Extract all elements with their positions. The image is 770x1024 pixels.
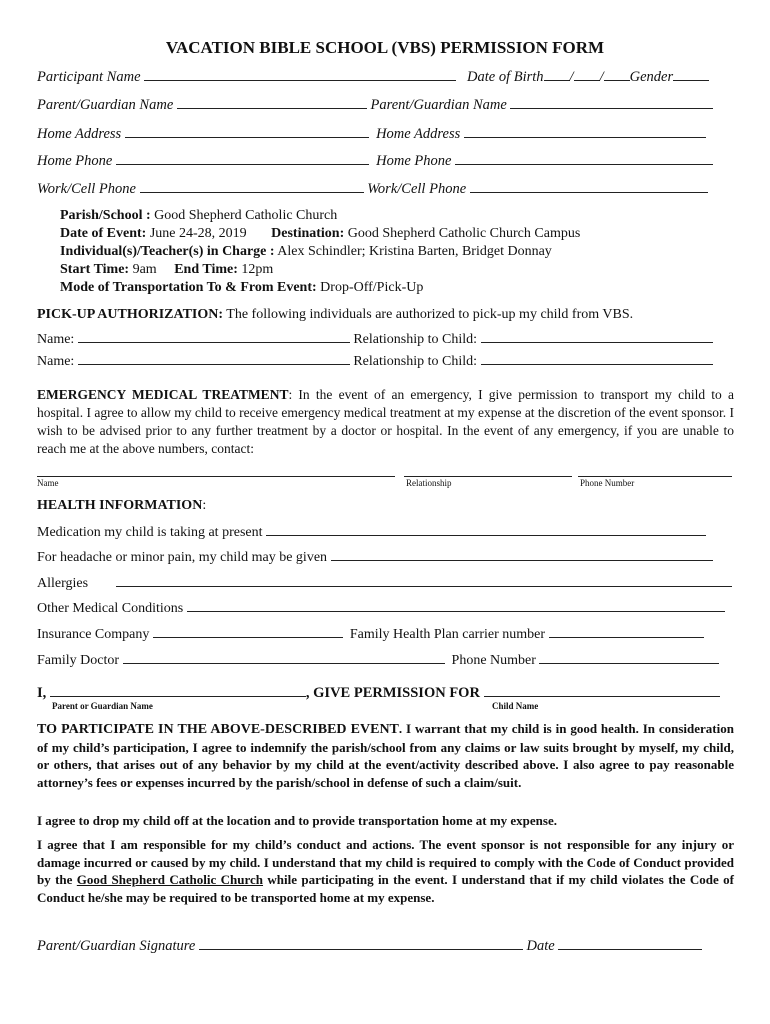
work-phone-row	[37, 180, 708, 198]
home-address-label: Home Address	[376, 126, 461, 142]
insurance-label: Insurance Company	[37, 627, 150, 642]
church-name: Good Shepherd Catholic Church	[76, 872, 264, 887]
home-address-label: Home Address	[37, 126, 122, 142]
emergency-phone-caption: Phone Number	[580, 478, 635, 488]
destination-value: Good Shepherd Catholic Church Campus	[344, 226, 581, 241]
transport-line	[60, 280, 423, 296]
doctor-phone-label: Phone Number	[451, 653, 536, 668]
start-time-value: 9am	[129, 262, 157, 277]
pickup-name-field-1[interactable]	[78, 330, 350, 343]
emergency-name-caption: Name	[37, 478, 59, 488]
emergency-name-field[interactable]	[37, 476, 395, 477]
in-charge-value: Alex Schindler; Kristina Barten, Bridget Donnay	[274, 244, 552, 259]
conduct-paragraph	[37, 836, 734, 906]
indemnity-lead: TO PARTICIPATE IN THE ABOVE-DESCRIBED EVENT	[37, 722, 399, 737]
transport-value: Drop-Off/Pick-Up	[316, 280, 424, 295]
pickup-relationship-field-2[interactable]	[481, 352, 713, 365]
signature-date-field[interactable]	[558, 937, 702, 950]
work-phone-field-2[interactable]	[470, 180, 708, 193]
dob-day-field[interactable]	[574, 68, 600, 81]
emergency-relationship-field[interactable]	[404, 476, 572, 477]
home-phone-label: Home Phone	[37, 153, 113, 169]
headache-row	[37, 548, 713, 566]
signature-row	[37, 937, 702, 955]
parish-value: Good Shepherd Catholic Church	[150, 208, 338, 223]
pickup-heading-line	[37, 307, 633, 323]
event-date-value: June 24-28, 2019	[146, 226, 247, 241]
home-address-field-2[interactable]	[464, 125, 706, 138]
form-title: VACATION BIBLE SCHOOL (VBS) PERMISSION FORM	[165, 38, 605, 57]
doctor-label: Family Doctor	[37, 653, 120, 668]
parent-name-field-1[interactable]	[177, 96, 367, 109]
pickup-relationship-label: Relationship to Child:	[353, 354, 477, 369]
pickup-relationship-field-1[interactable]	[481, 330, 713, 343]
allergies-field[interactable]	[116, 574, 732, 587]
pickup-name-label: Name:	[37, 332, 75, 347]
parent-name-label: Parent/Guardian Name	[37, 97, 174, 113]
other-conditions-row	[37, 599, 725, 617]
signature-date-label: Date	[526, 938, 555, 954]
pickup-heading: PICK-UP AUTHORIZATION:	[37, 307, 224, 322]
home-address-row	[37, 125, 706, 143]
parent-name-label: Parent/Guardian Name	[370, 97, 507, 113]
home-address-field-1[interactable]	[125, 125, 369, 138]
parent-guardian-caption: Parent or Guardian Name	[52, 701, 153, 711]
end-time-label: End Time:	[174, 262, 238, 277]
medication-row	[37, 523, 706, 541]
dob-month-field[interactable]	[544, 68, 570, 81]
start-time-label: Start Time:	[60, 262, 130, 277]
home-phone-label: Home Phone	[376, 153, 452, 169]
work-phone-field-1[interactable]	[140, 180, 364, 193]
in-charge-line	[60, 244, 552, 260]
emergency-relationship-caption: Relationship	[406, 478, 452, 488]
headache-label: For headache or minor pain, my child may be given	[37, 550, 328, 565]
home-phone-field-1[interactable]	[116, 152, 369, 165]
work-phone-label: Work/Cell Phone	[37, 181, 136, 197]
participant-name-label: Participant Name	[37, 69, 141, 85]
parent-name-row	[37, 96, 713, 114]
home-phone-row	[37, 152, 713, 170]
doctor-field[interactable]	[123, 651, 445, 664]
parish-label: Parish/School :	[60, 208, 151, 223]
permission-row	[37, 684, 720, 702]
allergies-row	[37, 574, 732, 592]
allergies-label: Allergies	[37, 576, 89, 591]
insurance-row	[37, 625, 704, 643]
permission-give: , GIVE PERMISSION FOR	[305, 685, 480, 701]
home-phone-field-2[interactable]	[455, 152, 713, 165]
participant-name-field[interactable]	[144, 68, 456, 81]
pickup-row-2	[37, 352, 713, 370]
parent-guardian-name-field[interactable]	[50, 684, 306, 697]
signature-label: Parent/Guardian Signature	[37, 938, 196, 954]
doctor-phone-field[interactable]	[539, 651, 719, 664]
health-heading-line	[37, 498, 206, 514]
emergency-paragraph	[37, 386, 734, 458]
child-name-field[interactable]	[484, 684, 720, 697]
pickup-row-1	[37, 330, 713, 348]
dob-year-field[interactable]	[604, 68, 630, 81]
dob-label: Date of Birth	[467, 69, 544, 85]
other-conditions-label: Other Medical Conditions	[37, 601, 184, 616]
time-line	[60, 262, 273, 278]
signature-field[interactable]	[199, 937, 523, 950]
indemnity-paragraph	[37, 720, 734, 791]
emergency-phone-field[interactable]	[578, 476, 732, 477]
doctor-row	[37, 651, 719, 669]
dob-separator: /	[569, 69, 574, 85]
parish-line	[60, 208, 337, 224]
child-name-caption: Child Name	[492, 701, 539, 711]
pickup-relationship-label: Relationship to Child:	[353, 332, 477, 347]
other-conditions-field[interactable]	[187, 599, 725, 612]
participant-row	[37, 68, 709, 86]
permission-i: I,	[37, 685, 47, 701]
destination-label: Destination:	[271, 226, 345, 241]
carrier-label: Family Health Plan carrier number	[349, 627, 546, 642]
gender-field[interactable]	[673, 68, 709, 81]
pickup-name-field-2[interactable]	[78, 352, 350, 365]
insurance-field[interactable]	[153, 625, 343, 638]
dob-separator: /	[599, 69, 604, 85]
parent-name-field-2[interactable]	[510, 96, 713, 109]
pickup-text: The following individuals are authorized to pick-up my child from VBS.	[223, 307, 634, 322]
transport-paragraph: I agree to drop my child off at the location and to provide transportation home at my expense.	[37, 813, 557, 828]
end-time-value: 12pm	[237, 262, 274, 277]
health-heading: HEALTH INFORMATION	[37, 498, 203, 513]
emergency-heading: EMERGENCY MEDICAL TREATMENT	[37, 387, 289, 402]
gender-label: Gender	[629, 69, 674, 85]
event-date-label: Date of Event:	[60, 226, 147, 241]
work-phone-label: Work/Cell Phone	[367, 181, 467, 197]
emergency-text: : In the event of an emergency, I give permission to transport my child to a hospital. I agree to allow my child to receive emergency medical treatment at my expense at the discretion of the event sponsor. I wish to be advised prior to any further treatment by a doctor or hospital. In the event of any emergency, if you are unable to reach me at the above numbers, contact:	[37, 387, 735, 456]
carrier-field[interactable]	[549, 625, 704, 638]
health-heading-colon: :	[202, 498, 207, 513]
medication-label: Medication my child is taking at present	[37, 525, 263, 540]
conduct-text-a: I agree that I am responsible for my child’s conduct and actions. The event sponsor is not responsible for any injury or damage incurred or caused by my child. I understand that my child is required to comply with the Code of Conduct provided by the	[37, 837, 734, 887]
headache-field[interactable]	[331, 548, 713, 561]
medication-field[interactable]	[266, 523, 706, 536]
pickup-name-label: Name:	[37, 354, 75, 369]
transport-label: Mode of Transportation To & From Event:	[60, 280, 317, 295]
conduct-text-b: while participating in the event. I understand that if my child violates the Code of Conduct he/she may be required to be transported home at my expense.	[37, 872, 734, 905]
in-charge-label: Individual(s)/Teacher(s) in Charge :	[60, 244, 275, 259]
indemnity-text: . I warrant that my child is in good health. In consideration of my child’s participation, I agree to indemnify the parish/school from any claims or law suits brought by myself, my child, or others, that arises out of any behavior by my child at the event/activity described above. I also agree to pay reasonable attorney’s fees or expenses incurred by the parish/school in defense of such a claim/suit.	[37, 721, 734, 790]
event-date-line	[60, 226, 580, 242]
